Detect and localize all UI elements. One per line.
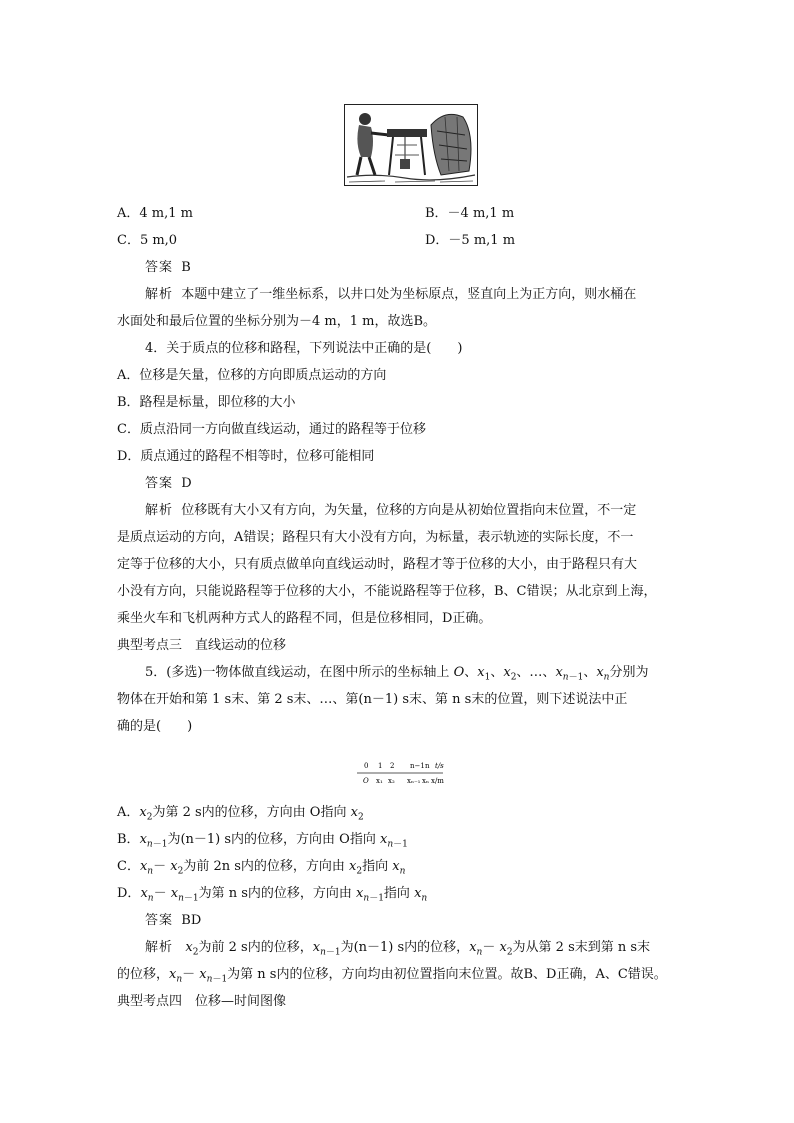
t-unit: t/s xyxy=(435,762,444,770)
x-tick-n: xₙ xyxy=(422,777,429,785)
q5-option-c: C．$x_n- x_2$为前 2n s内的位移，方向由 $x_2$指向 $x_n$ xyxy=(117,859,406,877)
answer-label: 答案 xyxy=(145,913,174,928)
q3-option-a: A．4 m,1 m xyxy=(117,206,193,221)
analysis-text-3: 为从第 2 s末到第 n s末 xyxy=(512,940,651,955)
q5-analysis-line2: 的位移，$x_n- x_{n-1}$为第 n s内的位移，方向均由初位置指向末位置。故B、D正确，A、C错误。 xyxy=(117,967,667,985)
analysis-label: 解析 xyxy=(145,940,174,955)
x-tick-2: x₂ xyxy=(388,777,395,785)
q5-stem-line1: 5．(多选)一物体做直线运动，在图中所示的坐标轴上 O、$x_1$、$x_2$、…、$x_{n-1}$、$x_n$分别为 xyxy=(145,665,649,683)
answer-value: BD xyxy=(181,913,202,928)
q4-option-b: B．路程是标量，即位移的大小 xyxy=(117,395,296,410)
t-tick-0: 0 xyxy=(364,762,369,770)
q5-option-c-text: 为前 2n s内的位移，方向由 xyxy=(183,859,345,874)
q5-option-b: B．$x_{n-1}$为(n－1) s内的位移，方向由 O指向 $x_{n-1}$ xyxy=(117,832,408,850)
q5-option-b-text: 为(n－1) s内的位移，方向由 O指向 xyxy=(167,832,376,847)
q4-analysis-line5: 乘坐火车和飞机两种方式人的路程不同，但是位移相同，D正确。 xyxy=(117,611,492,626)
well-drawing xyxy=(345,105,477,185)
q3-analysis-line1 xyxy=(145,286,636,304)
q4-analysis-line3: 定等于位移的大小，只有质点做单向直线运动时，路程才等于位移的大小，由于路程只有大 xyxy=(117,557,638,572)
q3-option-c: C．5 m,0 xyxy=(117,233,178,248)
coordinate-axis-figure xyxy=(355,758,445,790)
analysis-text-2: 为(n－1) s内的位移， xyxy=(340,940,470,955)
q4-analysis-line1 xyxy=(145,502,636,520)
q3-option-d: D．－5 m,1 m xyxy=(425,233,516,248)
answer-value: D xyxy=(181,476,192,491)
q3-analysis-line2: 水面处和最后位置的坐标分别为－4 m，1 m，故选B。 xyxy=(117,314,437,329)
q5-stem-line2: 物体在开始和第 1 s末、第 2 s末、…、第(n－1) s末、第 n s末的位置，则下述说法中正 xyxy=(117,692,628,707)
q5-answer xyxy=(145,912,201,930)
answer-value: B xyxy=(181,260,191,275)
q5-stem-line3: 确的是( ) xyxy=(117,719,193,734)
q3-answer xyxy=(145,259,191,277)
analysis-text: 本题中建立了一维坐标系，以井口处为坐标原点，竖直向上为正方向，则水桶在 xyxy=(181,287,637,302)
analysis-label: 解析 xyxy=(145,287,174,302)
analysis-text-1: 为前 2 s内的位移， xyxy=(198,940,313,955)
analysis-text-5: 为第 n s内的位移，方向均由初位置指向末位置。故B、D正确，A、C错误。 xyxy=(227,967,667,982)
analysis-text-4: 的位移， xyxy=(117,967,170,982)
q5-option-d-text: 为第 n s内的位移，方向由 xyxy=(198,886,352,901)
section-heading-4: 典型考点四 位移—时间图像 xyxy=(117,994,287,1009)
q4-answer xyxy=(145,475,192,493)
t-tick-n: n xyxy=(425,762,430,770)
axis-svg xyxy=(355,758,445,790)
answer-label: 答案 xyxy=(145,476,174,491)
t-tick-1: 1 xyxy=(378,762,383,770)
section-heading-3: 典型考点三 直线运动的位移 xyxy=(117,638,287,653)
x-tick-o: O xyxy=(363,777,369,785)
q5-stem-text-b: 分别为 xyxy=(609,665,649,680)
q4-analysis-line2: 是质点运动的方向，A错误；路程只有大小没有方向，为标量，表示轨迹的实际长度，不一 xyxy=(117,530,634,545)
well-illustration xyxy=(344,104,478,186)
q4-stem: 4．关于质点的位移和路程，下列说法中正确的是( ) xyxy=(145,341,463,356)
q4-option-d: D．质点通过的路程不相等时，位移可能相同 xyxy=(117,449,375,464)
q5-option-a-text: 为第 2 s内的位移，方向由 O指向 xyxy=(152,805,347,820)
t-tick-2: 2 xyxy=(390,762,395,770)
q5-stem-text: 5．(多选)一物体做直线运动，在图中所示的坐标轴上 xyxy=(145,665,450,680)
q4-analysis-line4: 小没有方向，只能说路程等于位移的大小，不能说路程等于位移，B、C错误；从北京到上海， xyxy=(117,584,657,599)
answer-label: 答案 xyxy=(145,260,174,275)
q4-option-c: C．质点沿同一方向做直线运动，通过的路程等于位移 xyxy=(117,422,426,437)
x-unit: x/m xyxy=(431,777,444,785)
q5-analysis-line1: 解析 $x_2$为前 2 s内的位移，$x_{n-1}$为(n－1) s内的位移，$x_n- x_2$为从第 2 s末到第 n s末 xyxy=(145,940,651,958)
q5-option-d: D．$x_n- x_{n-1}$为第 n s内的位移，方向由 $x_{n-1}$指向 $x_n$ xyxy=(117,886,428,904)
q4-option-a: A．位移是矢量，位移的方向即质点运动的方向 xyxy=(117,368,387,383)
analysis-label: 解析 xyxy=(145,503,174,518)
t-tick-n-1: n−1 xyxy=(410,762,425,770)
x-tick-1: x₁ xyxy=(376,777,383,785)
x-tick-n-1: xₙ₋₁ xyxy=(407,777,421,785)
q3-option-b: B．－4 m,1 m xyxy=(425,206,515,221)
analysis-text: 位移既有大小又有方向，为矢量，位移的方向是从初始位置指向末位置，不一定 xyxy=(181,503,637,518)
q5-option-a: A．$x_2$为第 2 s内的位移，方向由 O指向 $x_2$ xyxy=(117,805,364,823)
